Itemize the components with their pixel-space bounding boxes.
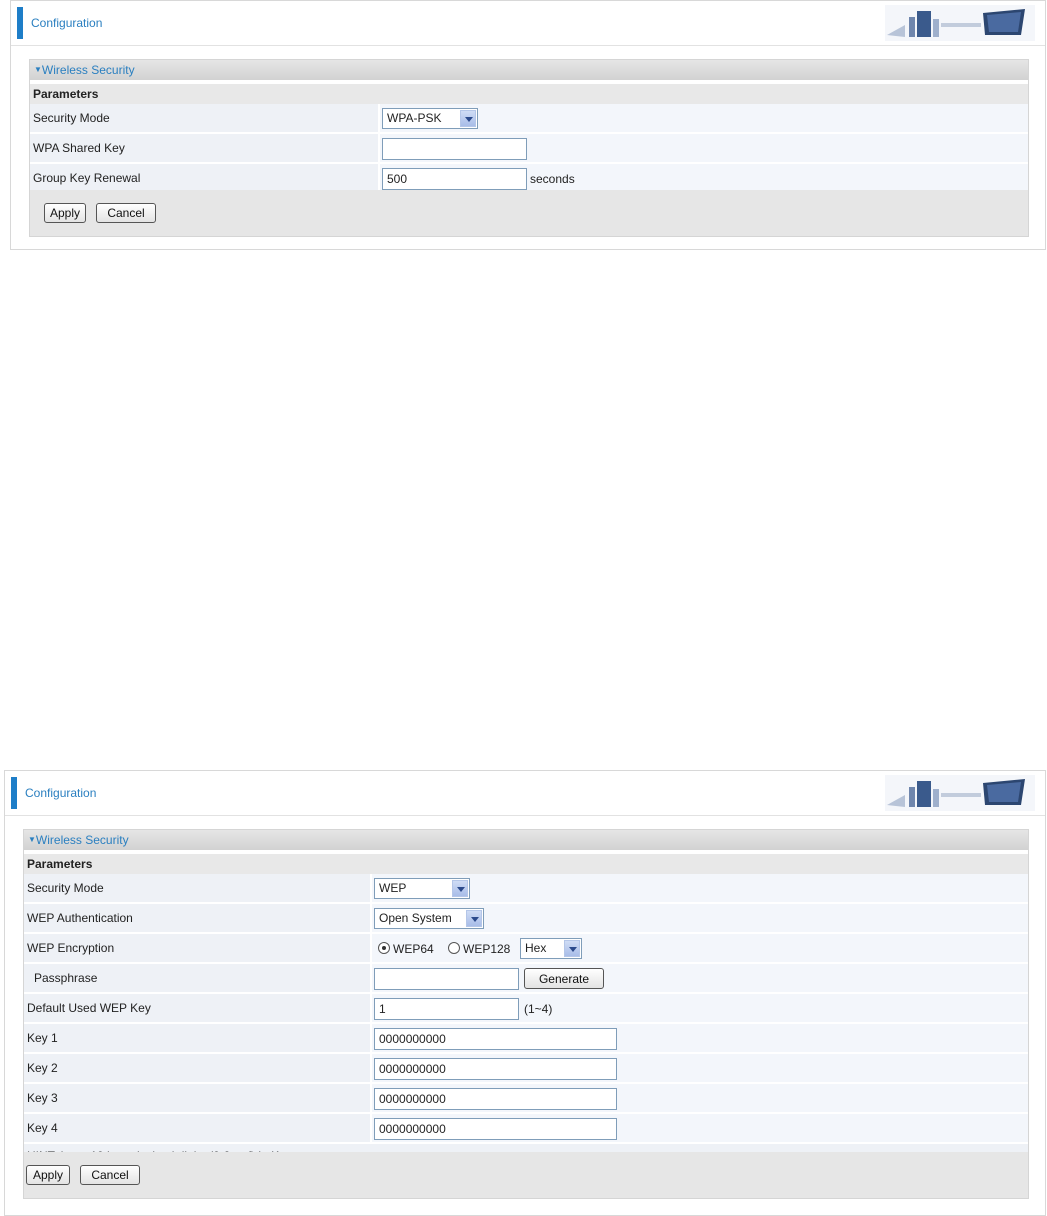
shared-key-row: [30, 134, 1028, 164]
security-mode-label: Security Mode: [30, 104, 378, 132]
config-header: [5, 771, 1045, 816]
network-banner-icon: [885, 775, 1035, 811]
key-row: [24, 1084, 1028, 1114]
chevron-down-icon: [466, 910, 482, 927]
wireless-security-section: [23, 829, 1029, 1199]
passphrase-label: Passphrase: [24, 964, 370, 992]
wep-authentication-row: [24, 904, 1028, 934]
default-key-range: (1~4): [524, 1002, 553, 1016]
wep-encryption-label: WEP Encryption: [24, 934, 370, 962]
key-row: [24, 1054, 1028, 1084]
wep128-label: WEP128: [463, 942, 511, 956]
group-key-input[interactable]: 500: [382, 168, 527, 190]
wpa-config-panel: [10, 0, 1046, 250]
wep128-radio[interactable]: [448, 942, 460, 954]
wep-authentication-label: WEP Authentication: [24, 904, 370, 932]
security-mode-select[interactable]: [374, 878, 470, 899]
security-mode-row: [30, 104, 1028, 134]
chevron-down-icon: [452, 880, 468, 897]
cancel-button[interactable]: Cancel: [96, 203, 156, 223]
header-accent-bar: [17, 7, 23, 39]
key-label: Key 1: [24, 1024, 370, 1052]
wep-authentication-select[interactable]: [374, 908, 484, 929]
section-title: Wireless Security: [41, 63, 135, 77]
security-mode-row: [24, 874, 1028, 904]
key-format-select[interactable]: [520, 938, 582, 959]
button-bar: [30, 190, 1028, 236]
shared-key-label: WPA Shared Key: [30, 134, 378, 162]
apply-button[interactable]: Apply: [26, 1165, 70, 1185]
security-mode-select[interactable]: [382, 108, 478, 129]
key-format-value: Hex: [525, 941, 547, 955]
chevron-down-icon: [564, 940, 580, 957]
page-title: Configuration: [31, 16, 103, 30]
apply-button[interactable]: Apply: [44, 203, 86, 223]
key-row: [24, 1114, 1028, 1144]
parameters-header: Parameters: [24, 854, 1028, 874]
wep-encryption-row: [24, 934, 1028, 964]
collapse-arrow-icon: ▼: [34, 65, 42, 74]
parameters-header: Parameters: [30, 84, 1028, 104]
wireless-security-section: [29, 59, 1029, 237]
header-accent-bar: [11, 777, 17, 809]
chevron-down-icon: [460, 110, 476, 127]
default-key-label: Default Used WEP Key: [24, 994, 370, 1022]
config-header: [11, 1, 1045, 46]
cancel-button[interactable]: Cancel: [80, 1165, 140, 1185]
section-header[interactable]: [30, 60, 1028, 80]
key-label: Key 2: [24, 1054, 370, 1082]
security-mode-value: WPA-PSK: [387, 111, 442, 125]
page-title: Configuration: [25, 786, 97, 800]
button-bar: [24, 1152, 1028, 1198]
network-banner-icon: [885, 5, 1035, 41]
wep64-radio[interactable]: [378, 942, 390, 954]
key-2-input[interactable]: 0000000000: [374, 1058, 617, 1080]
collapse-arrow-icon: ▼: [28, 835, 36, 844]
section-header[interactable]: [24, 830, 1028, 850]
section-title: Wireless Security: [35, 833, 129, 847]
security-mode-value: WEP: [379, 881, 407, 895]
key-label: Key 3: [24, 1084, 370, 1112]
default-key-input[interactable]: 1: [374, 998, 519, 1020]
key-1-input[interactable]: 0000000000: [374, 1028, 617, 1050]
wep-config-panel: [4, 770, 1046, 1216]
generate-button[interactable]: Generate: [524, 968, 604, 989]
group-key-label: Group Key Renewal: [30, 164, 378, 192]
shared-key-input[interactable]: [382, 138, 527, 160]
group-key-unit: seconds: [530, 172, 575, 186]
key-4-input[interactable]: 0000000000: [374, 1118, 617, 1140]
key-3-input[interactable]: 0000000000: [374, 1088, 617, 1110]
key-label: Key 4: [24, 1114, 370, 1142]
security-mode-label: Security Mode: [24, 874, 370, 902]
default-key-row: [24, 994, 1028, 1024]
wep64-label: WEP64: [393, 942, 434, 956]
key-row: [24, 1024, 1028, 1054]
passphrase-row: [24, 964, 1028, 994]
wep-authentication-value: Open System: [379, 911, 452, 925]
passphrase-input[interactable]: [374, 968, 519, 990]
